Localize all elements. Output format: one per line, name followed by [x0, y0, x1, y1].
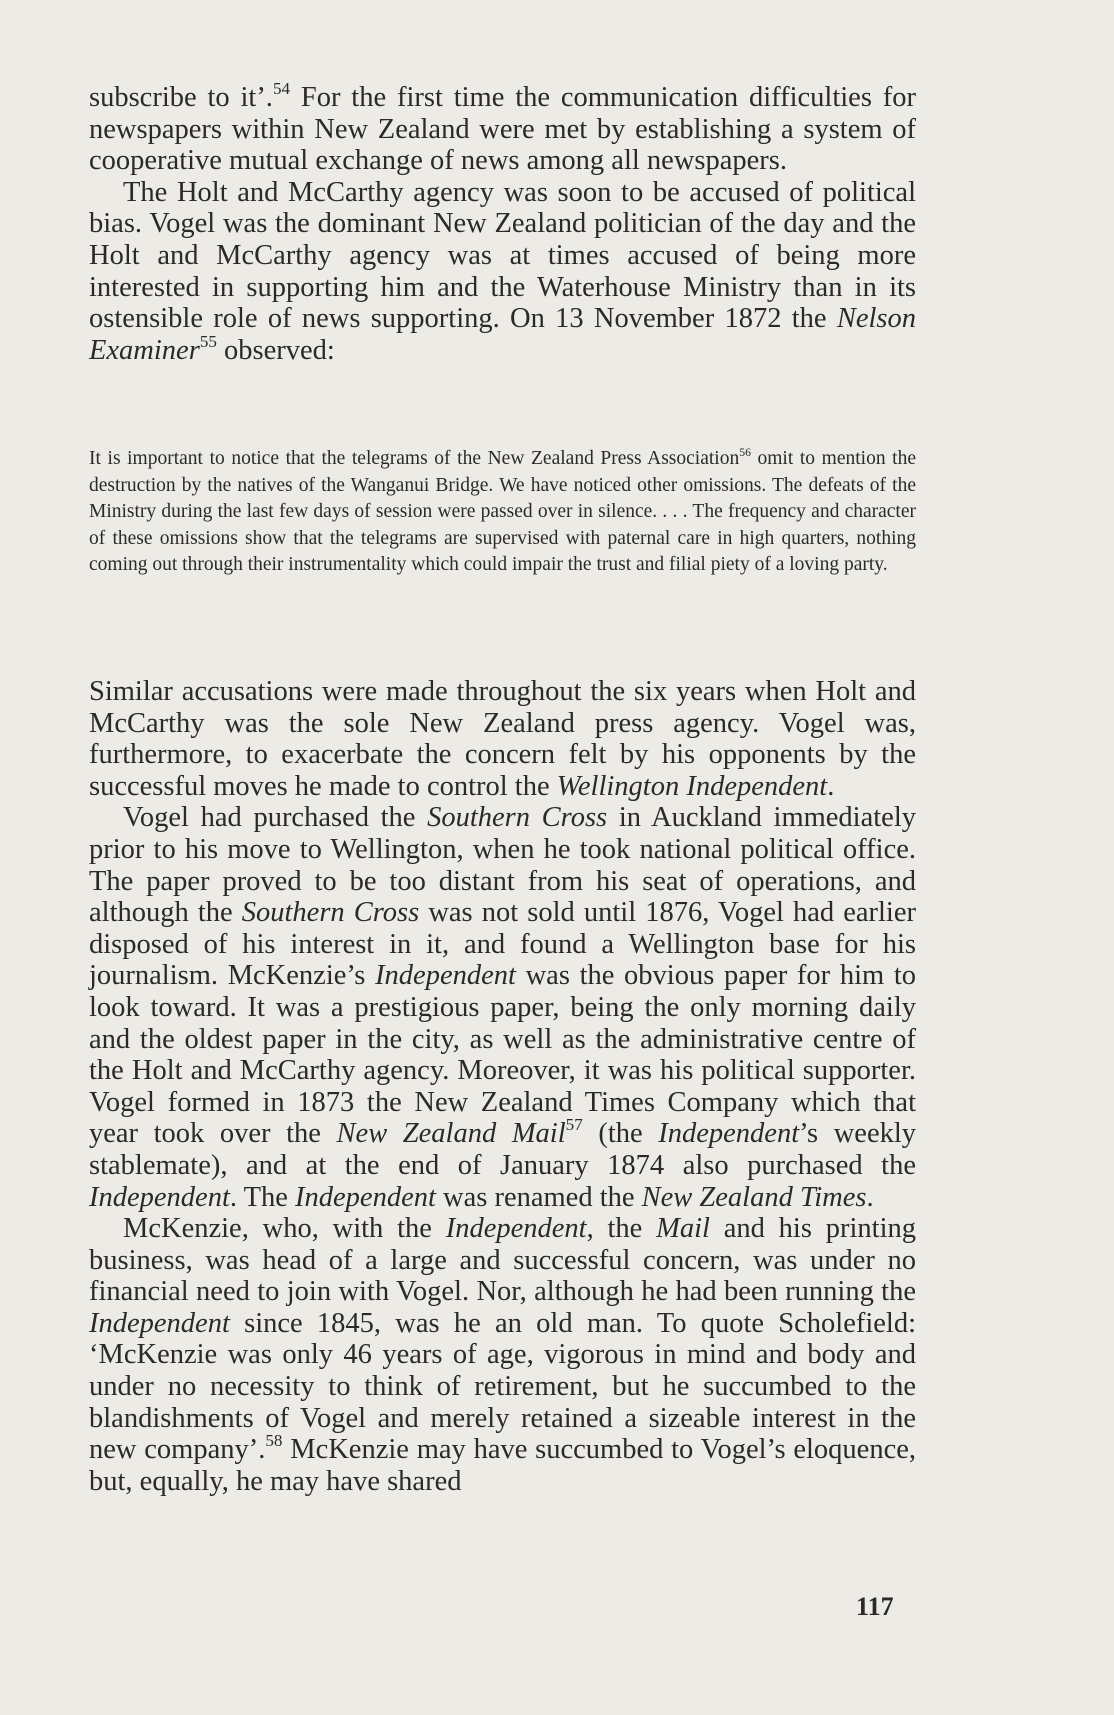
footnote-ref-57: 57: [565, 1115, 583, 1135]
lower-text-block: [89, 676, 916, 1497]
footnote-ref-55: 55: [199, 331, 217, 351]
paragraph-2: The Holt and McCarthy agency was soon to be accused of political bias. Vogel was the dominant New Zealand politician of the day and the Holt and McCarthy agency was at times accused of being more interested in supporting him and the Waterhouse Ministry than in its ostensible role of news supporting. On 13 November 1872 the Nelson Examiner$^{55}$ observed:: [89, 176, 916, 366]
footnote-ref-58: 58: [265, 1431, 283, 1451]
paragraph-5: McKenzie, who, with the Independent, the Mail and his printing business, was head of a large and successful concern, was under no financial need to join with Vogel. Nor, although he had been running the Independent since 1845, was he an old man. To quote Scholefield: ‘McKenzie was only 46 years of age, vigorous in mind and body and under no necessity to think of retirement, but he succumbed to the blandishments of Vogel and merely retained a sizeable interest in the new company’.$^{58}$ McKenzie may have succumbed to Vogel’s eloquence, but, equally, he may have shared: [89, 1213, 916, 1497]
paragraph-3: Similar accusations were made throughout the six years when Holt and McCarthy was the sole New Zealand press agency. Vogel was, furthermore, to exacerbate the concern felt by his opponents by the successful moves he made to control the Wellington Independent.: [89, 676, 916, 802]
block-quote: It is important to notice that the telegrams of the New Zealand Press Association$^{56}$ omit to mention the destruction by the natives of the Wanganui Bridge. We have noticed other omissions. The defeats of the Ministry during the last few days of session were passed over in silence. . . . The frequency and character of these omissions show that the telegrams are supervised with paternal care in high quarters, nothing coming out through their instrumentality which could impair the trust and filial piety of a loving party.: [89, 445, 917, 576]
title-wellington-independent: Wellington Independent: [556, 770, 828, 802]
page-number: 117: [856, 1592, 894, 1621]
upper-text-block: [89, 79, 916, 366]
footnote-ref-56: 56: [739, 445, 751, 459]
title-nelson-examiner: Nelson Examiner: [89, 303, 916, 366]
paragraph-1: subscribe to it’.$^{54}$ For the first time the communication difficulties for newspapers within New Zealand were met by establishing a system of cooperative mutual exchange of news among all newspapers.: [89, 79, 916, 177]
paragraph-4: Vogel had purchased the Southern Cross in Auckland immediately prior to his move to Wellington, when he took national political office. The paper proved to be too distant from his seat of operations, and although the Southern Cross was not sold until 1876, Vogel had earlier disposed of his interest in it, and found a Wellington base for his journalism. McKenzie’s Independent was the obvious paper for him to look toward. It was a prestigious paper, being the only morning daily and the oldest paper in the city, as well as the administrative centre of the Holt and McCarthy agency. Moreover, it was his political supporter. Vogel formed in 1873 the New Zealand Times Company which that year took over the New Zealand Mail$^{57}$ (the Independent’s weekly stablemate), and at the end of January 1874 also purchased the Independent. The Independent was renamed the New Zealand Times.: [89, 802, 917, 1213]
footnote-ref-54: 54: [272, 79, 291, 99]
